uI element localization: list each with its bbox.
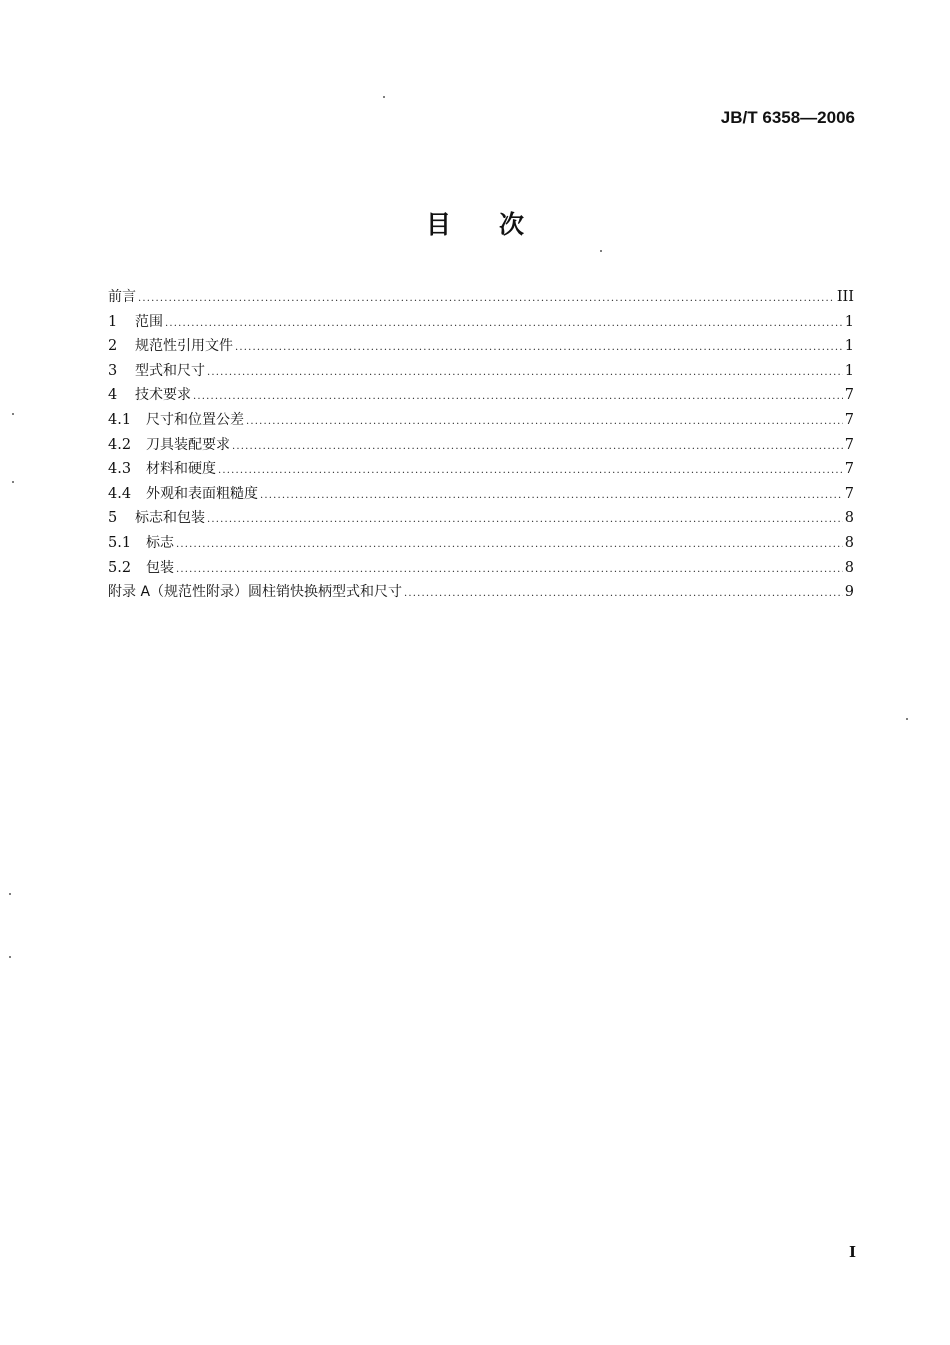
toc-entry-number: 5 bbox=[108, 510, 118, 527]
table-of-contents bbox=[108, 285, 854, 605]
toc-entry-5-2[interactable] bbox=[108, 556, 854, 581]
toc-entry-label: 外观和表面粗糙度 bbox=[146, 485, 258, 502]
toc-entry-label: 标志和包装 bbox=[135, 510, 205, 527]
toc-leader-dots bbox=[404, 582, 843, 607]
toc-entry-5[interactable] bbox=[108, 506, 854, 531]
toc-entry-page: 7 bbox=[844, 461, 854, 478]
standard-code: JB/T 6358—2006 bbox=[720, 108, 855, 127]
toc-entry-page: 9 bbox=[844, 584, 854, 601]
toc-leader-dots bbox=[138, 287, 835, 312]
toc-leader-dots bbox=[176, 558, 843, 583]
toc-entry-2[interactable] bbox=[108, 334, 854, 359]
toc-entry-label: 前言 bbox=[108, 289, 136, 305]
toc-entry-number: 1 bbox=[108, 313, 118, 330]
toc-leader-dots bbox=[207, 361, 843, 386]
toc-entry-3[interactable] bbox=[108, 359, 854, 384]
toc-entry-4[interactable] bbox=[108, 383, 854, 408]
toc-entry-number: 4.1 bbox=[108, 411, 132, 428]
toc-entry-label: 包装 bbox=[146, 559, 174, 576]
toc-entry-foreword[interactable] bbox=[108, 285, 854, 310]
toc-entry-label: 附录 A（规范性附录）圆柱销快换柄型式和尺寸 bbox=[108, 584, 403, 601]
toc-leader-dots bbox=[246, 410, 843, 435]
toc-entry-4-1[interactable] bbox=[108, 408, 854, 433]
toc-entry-number: 4.2 bbox=[108, 436, 132, 453]
toc-entry-page: 8 bbox=[844, 559, 854, 576]
toc-entry-number: 4.4 bbox=[108, 485, 132, 502]
toc-leader-dots bbox=[235, 336, 843, 361]
scan-speck bbox=[12, 481, 14, 483]
toc-entry-page: 7 bbox=[844, 436, 854, 453]
toc-entry-number: 5.1 bbox=[108, 534, 132, 551]
scan-speck bbox=[906, 718, 908, 720]
toc-entry-label: 技术要求 bbox=[135, 387, 191, 404]
toc-entry-4-2[interactable] bbox=[108, 433, 854, 458]
toc-entry-page: 1 bbox=[844, 362, 854, 379]
toc-entry-page: 8 bbox=[844, 534, 854, 551]
toc-entry-number: 3 bbox=[108, 362, 118, 379]
toc-entry-page: 8 bbox=[844, 510, 854, 527]
toc-entry-page: III bbox=[836, 289, 854, 305]
toc-entry-number: 4.3 bbox=[108, 461, 132, 478]
toc-leader-dots bbox=[232, 435, 843, 460]
toc-entry-4-4[interactable] bbox=[108, 482, 854, 507]
page-number: I bbox=[848, 1243, 856, 1261]
toc-entry-5-1[interactable] bbox=[108, 531, 854, 556]
scan-speck bbox=[9, 893, 11, 895]
toc-leader-dots bbox=[260, 484, 843, 509]
toc-leader-dots bbox=[165, 312, 843, 337]
scan-speck bbox=[383, 96, 385, 98]
toc-entry-label: 刀具装配要求 bbox=[146, 436, 230, 453]
toc-leader-dots bbox=[207, 508, 843, 533]
toc-entry-number: 4 bbox=[108, 387, 118, 404]
toc-entry-label: 材料和硬度 bbox=[146, 461, 216, 478]
toc-entry-page: 7 bbox=[844, 411, 854, 428]
toc-entry-page: 7 bbox=[844, 387, 854, 404]
scan-speck bbox=[9, 956, 11, 958]
toc-entry-label: 型式和尺寸 bbox=[135, 362, 205, 379]
toc-entry-page: 7 bbox=[844, 485, 854, 502]
toc-entry-number: 2 bbox=[108, 338, 118, 355]
toc-entry-page: 1 bbox=[844, 338, 854, 355]
toc-entry-label: 尺寸和位置公差 bbox=[146, 411, 244, 428]
toc-entry-label: 标志 bbox=[146, 534, 174, 551]
toc-leader-dots bbox=[176, 533, 843, 558]
toc-entry-page: 1 bbox=[844, 313, 854, 330]
toc-leader-dots bbox=[193, 385, 843, 410]
toc-entry-number: 5.2 bbox=[108, 559, 132, 576]
toc-entry-1[interactable] bbox=[108, 310, 854, 335]
toc-leader-dots bbox=[218, 459, 843, 484]
toc-entry-4-3[interactable] bbox=[108, 457, 854, 482]
toc-title: 目次 bbox=[425, 210, 572, 239]
scan-speck bbox=[12, 413, 14, 415]
toc-entry-annex-a[interactable] bbox=[108, 580, 854, 605]
scan-speck bbox=[600, 250, 602, 252]
toc-entry-label: 范围 bbox=[135, 313, 163, 330]
toc-entry-label: 规范性引用文件 bbox=[135, 338, 233, 355]
